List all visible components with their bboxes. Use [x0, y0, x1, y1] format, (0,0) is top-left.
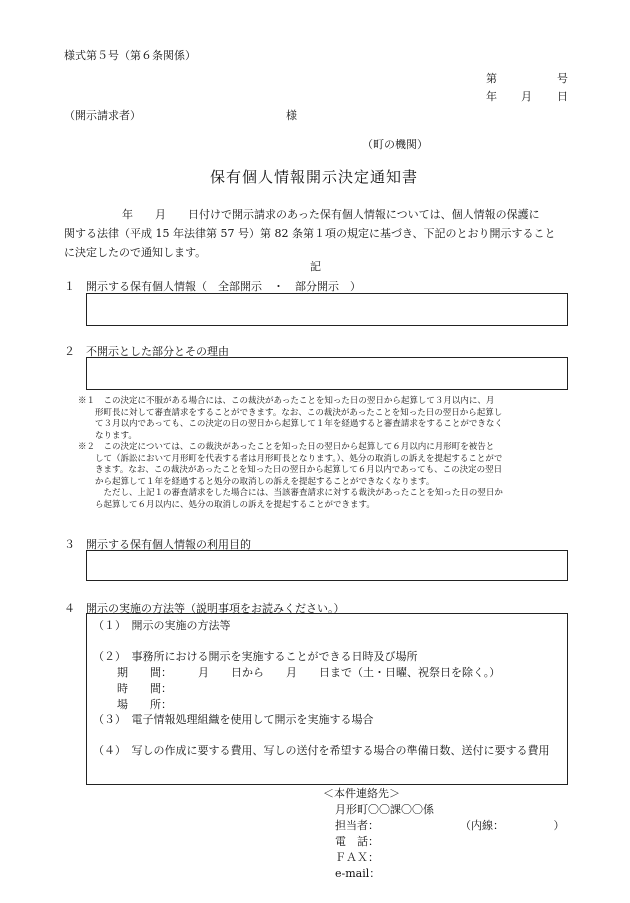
requester-label: （開示請求者）: [64, 109, 141, 122]
contact-person: 担当者：: [335, 819, 379, 832]
intro-line: 関する法律（平成 15 年法律第 57 号）第 82 条第１項の規定に基づき、下記のとおり開示すること: [64, 227, 556, 240]
contact-tel: 電 話：: [335, 835, 379, 848]
section2-number: ２: [64, 345, 75, 358]
ki-label: 記: [310, 260, 321, 273]
intro-line: 年 月 日付けで開示請求のあった保有個人情報については、個人情報の保護に: [122, 208, 540, 221]
document-number-prefix: 第: [486, 72, 497, 85]
note-line: ら起算して６月以内に、処分の取消しの訴えを提起することができます。: [78, 499, 375, 510]
date-day: 日: [557, 90, 568, 103]
date-year: 年: [486, 90, 497, 103]
note-line: から起算して１年を経過すると処分の取消しの訴えを提起することができなくなります。: [78, 476, 435, 487]
form-id: 様式第５号（第６条関係）: [64, 49, 196, 62]
contact-extension: （内線： ）: [460, 819, 565, 832]
intro-line: に決定したので通知します。: [64, 246, 207, 259]
section3-box[interactable]: [86, 550, 568, 581]
section4-item4: （４） 写しの作成に要する費用、写しの送付を希望する場合の準備日数、送付に要する費用: [93, 744, 550, 757]
appeal-notes: [78, 396, 578, 511]
section1-box[interactable]: [86, 293, 568, 326]
note-line: して（訴訟において月形町を代表する者は月形町長となります。）、処分の取消しの訴えを提起することがで: [78, 453, 503, 464]
document-number-suffix: 号: [557, 72, 568, 85]
honorific: 様: [286, 109, 297, 122]
note-line: なります。: [78, 430, 137, 441]
section3-number: ３: [64, 538, 75, 551]
period-label: 期 間：: [117, 666, 172, 679]
section4-label: 開示の実施の方法等（説明事項をお読みください。）: [86, 602, 345, 615]
section3-label: 開示する保有個人情報の利用目的: [86, 538, 251, 551]
note-line: 形町長に対して審査請求をすることができます。なお、この裁決があったことを知った日の翌日から起算し: [78, 407, 503, 418]
contact-dept: 月形町〇〇課〇〇係: [335, 803, 434, 816]
section4-item1: （１） 開示の実施の方法等: [93, 619, 231, 632]
contact-fax: ＦＡＸ：: [335, 851, 379, 864]
date-month: 月: [521, 90, 532, 103]
contact-email: e-mail：: [335, 867, 381, 880]
section4-item2: （２） 事務所における開示を実施することができる日時及び場所: [93, 650, 418, 663]
organ-label: （町の機関）: [362, 138, 428, 151]
section2-label: 不開示とした部分とその理由: [86, 345, 229, 358]
section4-item3: （３） 電子情報処理組織を使用して開示を実施する場合: [93, 713, 374, 726]
section1-number: １: [64, 280, 75, 293]
section1-label: 開示する保有個人情報（ 全部開示 ・ 部分開示 ）: [86, 280, 361, 293]
note-line: て３月以内であっても、この決定の日の翌日から起算して１年を経過すると審査請求をすることができなく: [78, 419, 503, 429]
section2-box[interactable]: [86, 357, 568, 390]
period-value: 月 日から 月 日まで（土・日曜、祝祭日を除く。）: [198, 666, 501, 679]
time-label: 時 間：: [117, 682, 172, 695]
section4-number: ４: [64, 602, 75, 615]
contact-heading: ＜本件連絡先＞: [323, 787, 400, 800]
intro-paragraph: [64, 205, 569, 262]
place-label: 場 所：: [117, 698, 172, 711]
note-line: ※２ この決定については、この裁決があったことを知った日の翌日から起算して６月以内に月形町を被告と: [78, 442, 495, 452]
note-line: ※１ この決定に不服がある場合には、この裁決があったことを知った日の翌日から起算して３月以内に、月: [78, 396, 495, 406]
note-line: きます。なお、この裁決があったことを知った日の翌日から起算して６月以内であっても、この決定の翌日: [78, 465, 503, 475]
note-line: ただし、上記１の審査請求をした場合には、当該審査請求に対する裁決があったことを知った日の翌日か: [78, 488, 503, 498]
page-title: 保有個人情報開示決定通知書: [210, 168, 419, 186]
